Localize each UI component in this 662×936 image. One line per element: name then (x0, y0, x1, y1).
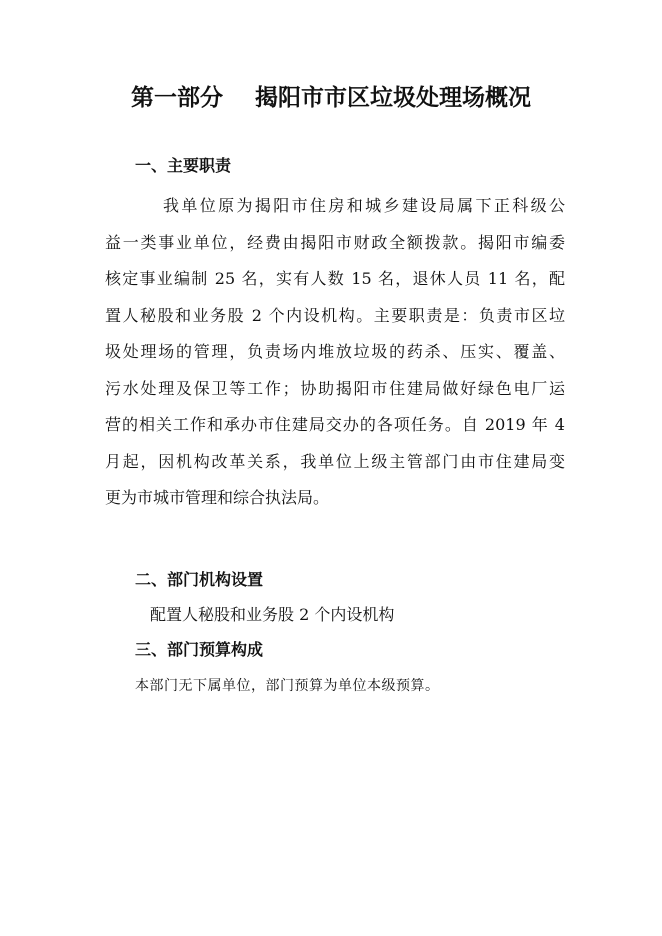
budget-composition-text: 本部门无下属单位，部门预算为单位本级预算。 (135, 678, 440, 694)
paragraph-line: 核定事业编制 25 名，实有人数 15 名，退休人员 11 名，配 (105, 269, 565, 288)
section-heading-budget-composition: 三、部门预算构成 (135, 640, 264, 659)
department-setup-text: 配置人秘股和业务股 2 个内设机构 (150, 605, 395, 624)
section-heading-main-duties: 一、主要职责 (135, 156, 232, 175)
paragraph-line: 月起，因机构改革关系，我单位上级主管部门由市住建局变 (105, 451, 565, 471)
paragraph-line: 圾处理场的管理，负责场内堆放垃圾的药杀、压实、覆盖、 (105, 342, 565, 361)
page-title: 第一部分 揭阳市市区垃圾处理场概况 (130, 85, 532, 111)
paragraph-line: 营的相关工作和承办市住建局交办的各项任务。自 2019 年 4 (105, 415, 565, 434)
paragraph-line: 益一类事业单位，经费由揭阳市财政全额拨款。揭阳市编委 (105, 232, 565, 252)
paragraph-line: 置人秘股和业务股 2 个内设机构。主要职责是：负责市区垃 (105, 305, 565, 325)
main-duties-paragraph (105, 188, 565, 517)
paragraph-line: 我单位原为揭阳市住房和城乡建设局属下正科级公 (163, 196, 565, 215)
paragraph-line: 污水处理及保卫等工作；协助揭阳市住建局做好绿色电厂运 (105, 378, 565, 398)
section-heading-department-setup: 二、部门机构设置 (135, 570, 264, 589)
paragraph-line: 更为市城市管理和综合执法局。 (105, 488, 330, 507)
